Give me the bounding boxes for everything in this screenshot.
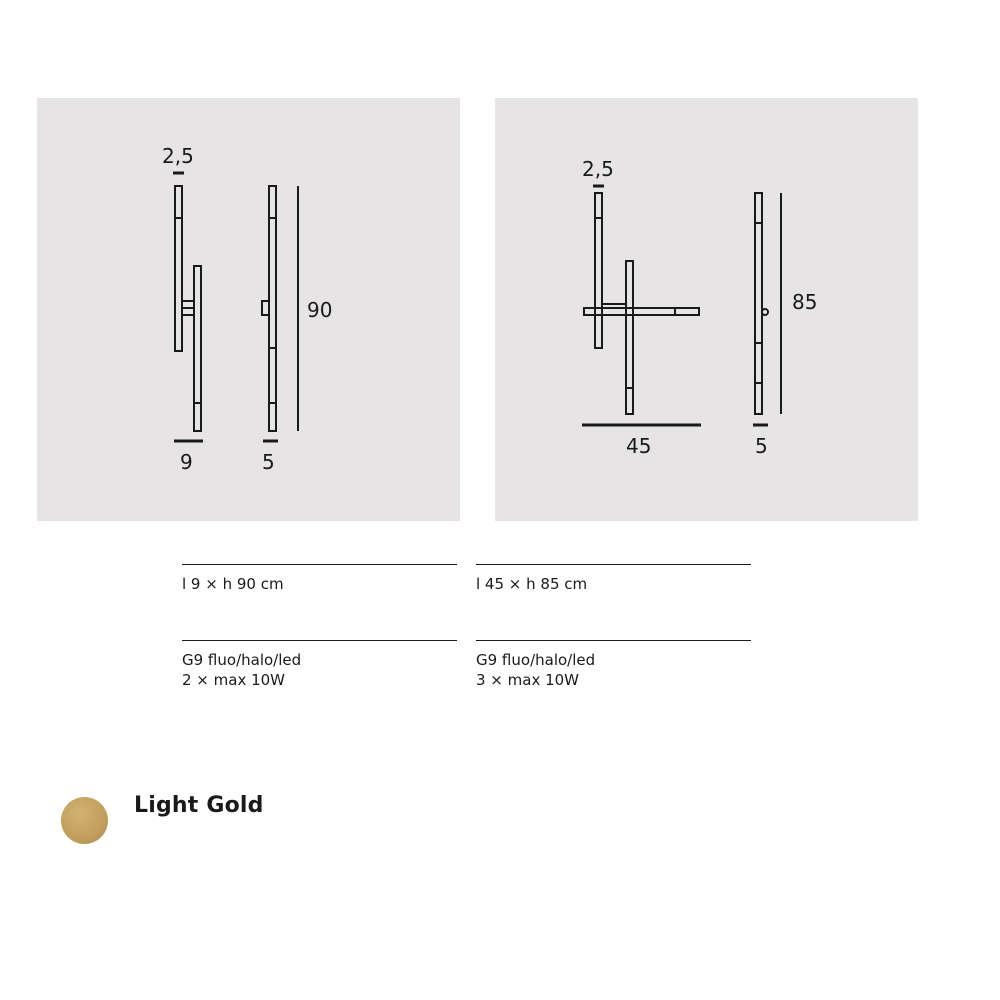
spec-size-product-a bbox=[182, 564, 457, 594]
bulb-type-text: G9 fluo/halo/led bbox=[476, 651, 596, 669]
width-label: 45 bbox=[626, 434, 652, 458]
drawing-panel-product-b bbox=[495, 98, 918, 521]
side-view-bar bbox=[269, 186, 276, 431]
side-view-mount bbox=[262, 301, 269, 315]
top-width-label: 2,5 bbox=[162, 144, 194, 168]
technical-drawing-product-a bbox=[37, 98, 460, 521]
power-text: 2 × max 10W bbox=[182, 671, 286, 689]
finish-name: Light Gold bbox=[134, 793, 264, 818]
side-view-mount bbox=[762, 309, 768, 315]
drawing-panel-product-a bbox=[37, 98, 460, 521]
front-upper-bar bbox=[595, 193, 602, 348]
front-upper-bar bbox=[175, 186, 182, 351]
front-lower-bar bbox=[194, 266, 201, 431]
spec-lamp-product-b bbox=[476, 640, 751, 690]
size-text: l 9 × h 90 cm bbox=[182, 575, 284, 593]
spec-size-product-b bbox=[476, 564, 751, 594]
front-lower-bar bbox=[626, 261, 633, 414]
bulb-type-text: G9 fluo/halo/led bbox=[182, 651, 302, 669]
top-width-label: 2,5 bbox=[582, 157, 614, 181]
depth-label: 9 bbox=[180, 450, 193, 474]
side-width-label: 5 bbox=[262, 450, 275, 474]
height-label: 85 bbox=[792, 290, 818, 314]
finish-color-swatch bbox=[61, 797, 108, 844]
side-view-bar bbox=[755, 193, 762, 414]
size-text: l 45 × h 85 cm bbox=[476, 575, 588, 593]
side-width-label: 5 bbox=[755, 434, 768, 458]
technical-drawing-product-b bbox=[495, 98, 918, 521]
height-label: 90 bbox=[307, 298, 333, 322]
power-text: 3 × max 10W bbox=[476, 671, 580, 689]
spec-lamp-product-a bbox=[182, 640, 457, 690]
